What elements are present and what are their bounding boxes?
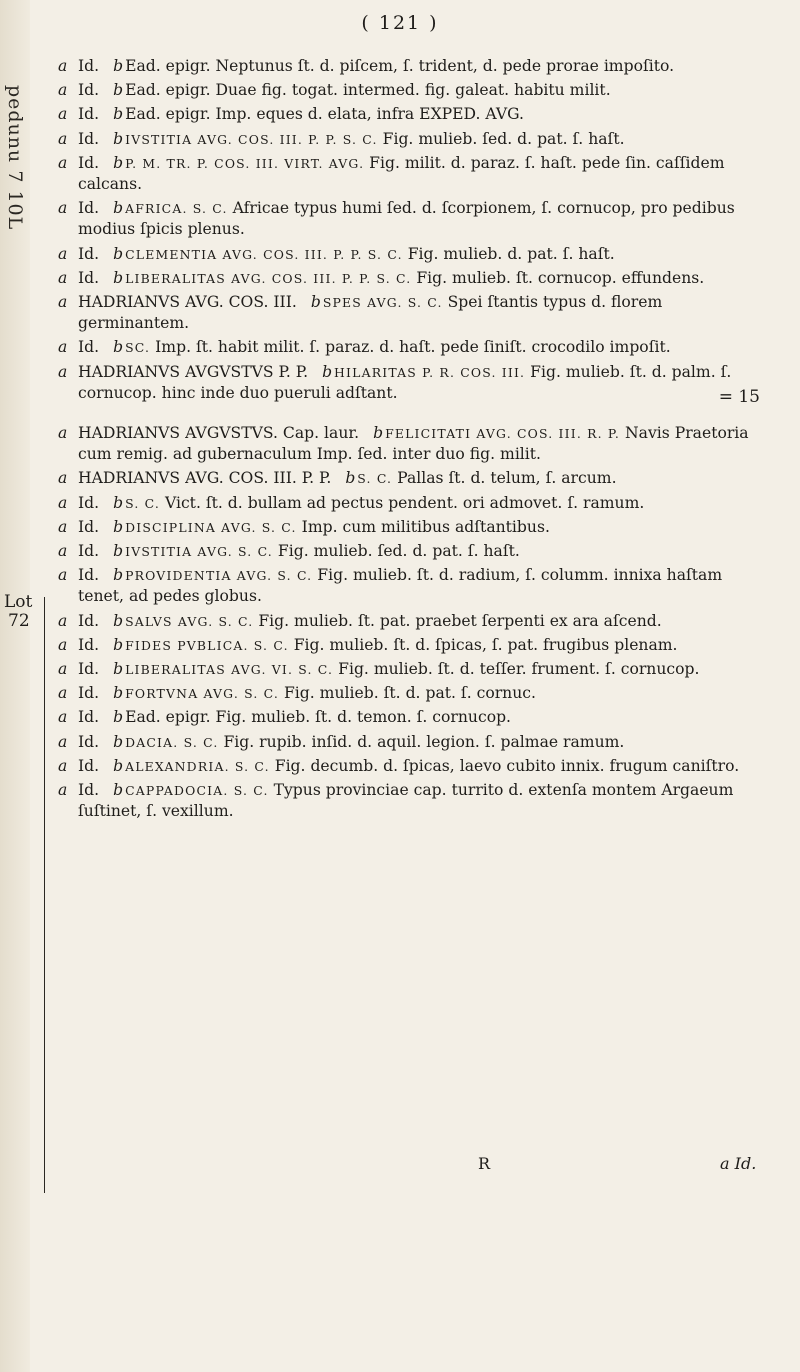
reverse-description: Imp. ſt. habit milit. ſ. paraz. d. haſt. pede ſiniſt. crocodilo impoſit. — [155, 338, 671, 357]
obverse-marker: a — [58, 362, 68, 381]
reverse-description: Imp. cum militibus adſtantibus. — [301, 517, 550, 536]
page-number: ( 121 ) — [361, 12, 439, 34]
reverse-legend: SC. — [125, 340, 151, 356]
lot-word: Lot — [4, 592, 33, 612]
reverse-marker: b — [113, 542, 124, 561]
reverse-marker: b — [113, 338, 124, 357]
reverse-marker: b — [113, 708, 124, 727]
obverse-legend: Id. — [78, 660, 100, 679]
obverse-legend: Id. — [78, 732, 100, 751]
obverse-marker: a — [58, 57, 68, 75]
reverse-description: Fig. mulieb. ſt. d. ſpicas, ſ. pat. frugibus plenam. — [293, 635, 678, 654]
reverse-description: Fig. milit. d. paraz. ſ. haſt. pede ſin. caſſidem calcans. — [78, 153, 725, 194]
obverse-legend: HADRIANVS AVG. COS. III. P. P. — [78, 469, 332, 488]
catalogue-entry — [58, 780, 766, 822]
catalogue-entry — [58, 756, 766, 777]
reverse-marker: b — [113, 517, 124, 536]
obverse-legend: Id. — [78, 105, 100, 124]
reverse-legend: IVSTITIA AVG. COS. III. P. P. S. C. — [125, 131, 378, 147]
catalogue-entry — [58, 362, 766, 404]
reverse-legend: IVSTITIA AVG. S. C. — [125, 544, 273, 560]
obverse-legend: HADRIANVS AVGVSTVS P. P. — [78, 362, 309, 381]
catalogue-entry — [58, 635, 766, 656]
catalogue-entry — [58, 80, 766, 101]
obverse-legend: Id. — [78, 517, 100, 536]
reverse-description: Africae typus humi ſed. d. ſcorpionem, ſ. cornucop, pro pedibus modius ſpicis plenus. — [78, 199, 735, 239]
reverse-marker: b — [113, 493, 124, 512]
reverse-marker: b — [113, 244, 124, 263]
reverse-legend: SALVS AVG. S. C. — [125, 613, 254, 629]
catchword: a Id. — [720, 1154, 757, 1173]
lot-label — [4, 593, 32, 631]
lot-count: = 15 — [718, 387, 760, 408]
reverse-legend: AFRICA. S. C. — [125, 201, 228, 217]
reverse-marker: b — [113, 611, 124, 630]
reverse-description: Fig. mulieb. ſt. pat. praebet ſerpenti ex ara aſcend. — [258, 611, 662, 630]
reverse-legend: ALEXANDRIA. S. C. — [125, 758, 270, 774]
reverse-description: Ead. epigr. Neptunus ſt. d. piſcem, ſ. trident, d. pede prorae impoſito. — [125, 57, 675, 75]
obverse-legend: Id. — [78, 781, 100, 800]
catalogue-entry — [58, 56, 766, 77]
reverse-marker: b — [113, 781, 124, 800]
entry-group-first — [58, 56, 766, 404]
side-vertical-text: pedunu 7 10L — [4, 85, 26, 231]
obverse-marker: a — [58, 660, 68, 679]
reverse-marker: b — [113, 199, 124, 218]
obverse-marker: a — [58, 338, 68, 357]
catalogue-entry — [58, 517, 766, 538]
obverse-legend: Id. — [78, 708, 100, 727]
reverse-legend: SPES AVG. S. C. — [322, 295, 443, 311]
catalogue-entry — [58, 707, 766, 728]
reverse-description: Fig. mulieb. ſt. cornucop. effundens. — [416, 268, 705, 287]
reverse-description: Pallas ſt. d. telum, ſ. arcum. — [397, 469, 617, 488]
reverse-legend: CLEMENTIA AVG. COS. III. P. P. S. C. — [125, 246, 403, 262]
obverse-legend: Id. — [78, 199, 100, 218]
catalogue-entry — [58, 611, 766, 632]
lot-bracket — [44, 597, 53, 1193]
reverse-legend: CAPPADOCIA. S. C. — [125, 783, 269, 799]
reverse-description: Fig. rupib. inſid. d. aquil. legion. ſ. palmae ramum. — [223, 732, 625, 751]
obverse-legend: Id. — [78, 635, 100, 654]
reverse-description: Navis Praetoria cum remig. ad gubernaculum Imp. ſed. inter duo fig. milit. — [78, 424, 749, 464]
reverse-legend: FIDES PVBLICA. S. C. — [125, 637, 289, 653]
obverse-marker: a — [58, 517, 68, 536]
reverse-marker: b — [113, 566, 124, 585]
reverse-description: Ead. epigr. Imp. eques d. elata, infra EXPED. AVG. — [125, 105, 525, 124]
obverse-marker: a — [58, 469, 68, 488]
catalogue-entry — [58, 541, 766, 562]
catalogue-entry — [58, 565, 766, 607]
obverse-legend: Id. — [78, 81, 100, 100]
catalogue-entry — [58, 659, 766, 680]
reverse-legend: S. C. — [357, 471, 393, 487]
reverse-marker: b — [345, 469, 356, 488]
reverse-marker: b — [113, 635, 124, 654]
obverse-legend: Id. — [78, 244, 100, 263]
reverse-legend: DACIA. S. C. — [125, 734, 219, 750]
obverse-marker: a — [58, 424, 68, 443]
obverse-marker: a — [58, 684, 68, 703]
obverse-legend: Id. — [78, 611, 100, 630]
reverse-marker: b — [310, 293, 321, 312]
obverse-legend: Id. — [78, 153, 100, 172]
obverse-marker: a — [58, 81, 68, 100]
reverse-description: Fig. mulieb. ſt. d. radium, ſ. columm. innixa haſtam tenet, ad pedes globus. — [78, 566, 723, 606]
reverse-legend: LIBERALITAS AVG. COS. III. P. P. S. C. — [125, 270, 412, 286]
obverse-legend: Id. — [78, 129, 100, 148]
catalogue-entry — [58, 468, 766, 489]
reverse-description: Ead. epigr. Fig. mulieb. ſt. d. temon. ſ. cornucop. — [125, 708, 512, 727]
reverse-legend: FORTVNA AVG. S. C. — [125, 686, 280, 702]
obverse-marker: a — [58, 244, 68, 263]
catalogue-entry — [58, 268, 766, 289]
reverse-legend: DISCIPLINA AVG. S. C. — [125, 519, 297, 535]
catalogue-entry — [58, 104, 766, 125]
obverse-marker: a — [58, 781, 68, 800]
reverse-marker: b — [113, 57, 124, 75]
obverse-legend: Id. — [78, 684, 100, 703]
obverse-legend: Id. — [78, 756, 100, 775]
obverse-legend: HADRIANVS AVGVSTVS. Cap. laur. — [78, 424, 360, 443]
reverse-description: Fig. mulieb. d. pat. ſ. haſt. — [407, 244, 615, 263]
catalogue-entry — [58, 493, 766, 514]
reverse-description: Fig. mulieb. ſt. d. pat. ſ. cornuc. — [283, 684, 536, 703]
lot-number: 72 — [8, 611, 30, 631]
catalogue-entry — [58, 423, 766, 465]
reverse-legend: HILARITAS P. R. COS. III. — [334, 364, 526, 380]
obverse-marker: a — [58, 708, 68, 727]
obverse-legend: Id. — [78, 542, 100, 561]
obverse-legend: Id. — [78, 268, 100, 287]
reverse-legend: FELICITATI AVG. COS. III. R. P. — [385, 426, 621, 442]
reverse-marker: b — [113, 732, 124, 751]
obverse-marker: a — [58, 756, 68, 775]
obverse-marker: a — [58, 129, 68, 148]
reverse-marker: b — [113, 153, 124, 172]
reverse-marker: b — [113, 105, 124, 124]
obverse-legend: Id. — [78, 57, 100, 75]
reverse-legend: P. M. TR. P. COS. III. VIRT. AVG. — [125, 155, 365, 171]
obverse-legend: Id. — [78, 493, 100, 512]
reverse-marker: b — [113, 660, 124, 679]
obverse-marker: a — [58, 493, 68, 512]
catalogue-entry — [58, 198, 766, 240]
catalogue-entry — [58, 732, 766, 753]
reverse-marker: b — [373, 424, 384, 443]
obverse-marker: a — [58, 566, 68, 585]
reverse-legend: LIBERALITAS AVG. VI. S. C. — [125, 662, 334, 678]
reverse-description: Vict. ſt. d. bullam ad pectus pendent. ori admovet. ſ. ramum. — [164, 493, 645, 512]
catalogue-entry — [58, 683, 766, 704]
reverse-marker: b — [113, 268, 124, 287]
catalogue-entry — [58, 129, 766, 150]
reverse-legend: S. C. — [125, 495, 160, 511]
reverse-description: Spei ſtantis typus d. florem germinantem. — [78, 293, 663, 333]
catalogue-entry — [58, 244, 766, 265]
catalogue-entry — [58, 153, 766, 195]
reverse-description: Fig. mulieb. ſt. d. teſſer. frument. ſ. cornucop. — [338, 660, 700, 679]
obverse-marker: a — [58, 732, 68, 751]
reverse-marker: b — [113, 129, 124, 148]
catalogue-text — [58, 56, 766, 826]
reverse-description: Fig. decumb. d. ſpicas, laevo cubito innix. frugum caniſtro. — [274, 756, 740, 775]
reverse-legend: PROVIDENTIA AVG. S. C. — [125, 568, 313, 584]
reverse-description: Typus provinciae cap. turrito d. extenſa montem Argaeum ſuſtinet, ſ. vexillum. — [78, 781, 734, 821]
obverse-marker: a — [58, 105, 68, 124]
entry-group-second — [58, 423, 766, 822]
obverse-legend: Id. — [78, 338, 100, 357]
signature-mark: R — [478, 1154, 491, 1173]
obverse-marker: a — [58, 611, 68, 630]
reverse-description: Fig. mulieb. ſt. d. palm. ſ. cornucop. hinc inde duo pueruli adſtant. — [78, 362, 732, 402]
count-row — [58, 387, 766, 423]
obverse-marker: a — [58, 199, 68, 218]
reverse-marker: b — [113, 81, 124, 100]
catalogue-entry — [58, 337, 766, 358]
reverse-description: Ead. epigr. Duae fig. togat. intermed. fig. galeat. habitu milit. — [125, 81, 611, 100]
obverse-legend: HADRIANVS AVG. COS. III. — [78, 293, 297, 312]
obverse-marker: a — [58, 635, 68, 654]
obverse-legend: Id. — [78, 566, 100, 585]
obverse-marker: a — [58, 153, 68, 172]
reverse-marker: b — [322, 362, 333, 381]
obverse-marker: a — [58, 542, 68, 561]
obverse-marker: a — [58, 293, 68, 312]
reverse-marker: b — [113, 756, 124, 775]
reverse-description: Fig. mulieb. ſed. d. pat. ſ. haſt. — [382, 129, 625, 148]
obverse-marker: a — [58, 268, 68, 287]
reverse-description: Fig. mulieb. ſed. d. pat. ſ. haſt. — [277, 542, 520, 561]
reverse-marker: b — [113, 684, 124, 703]
catalogue-entry — [58, 292, 766, 334]
